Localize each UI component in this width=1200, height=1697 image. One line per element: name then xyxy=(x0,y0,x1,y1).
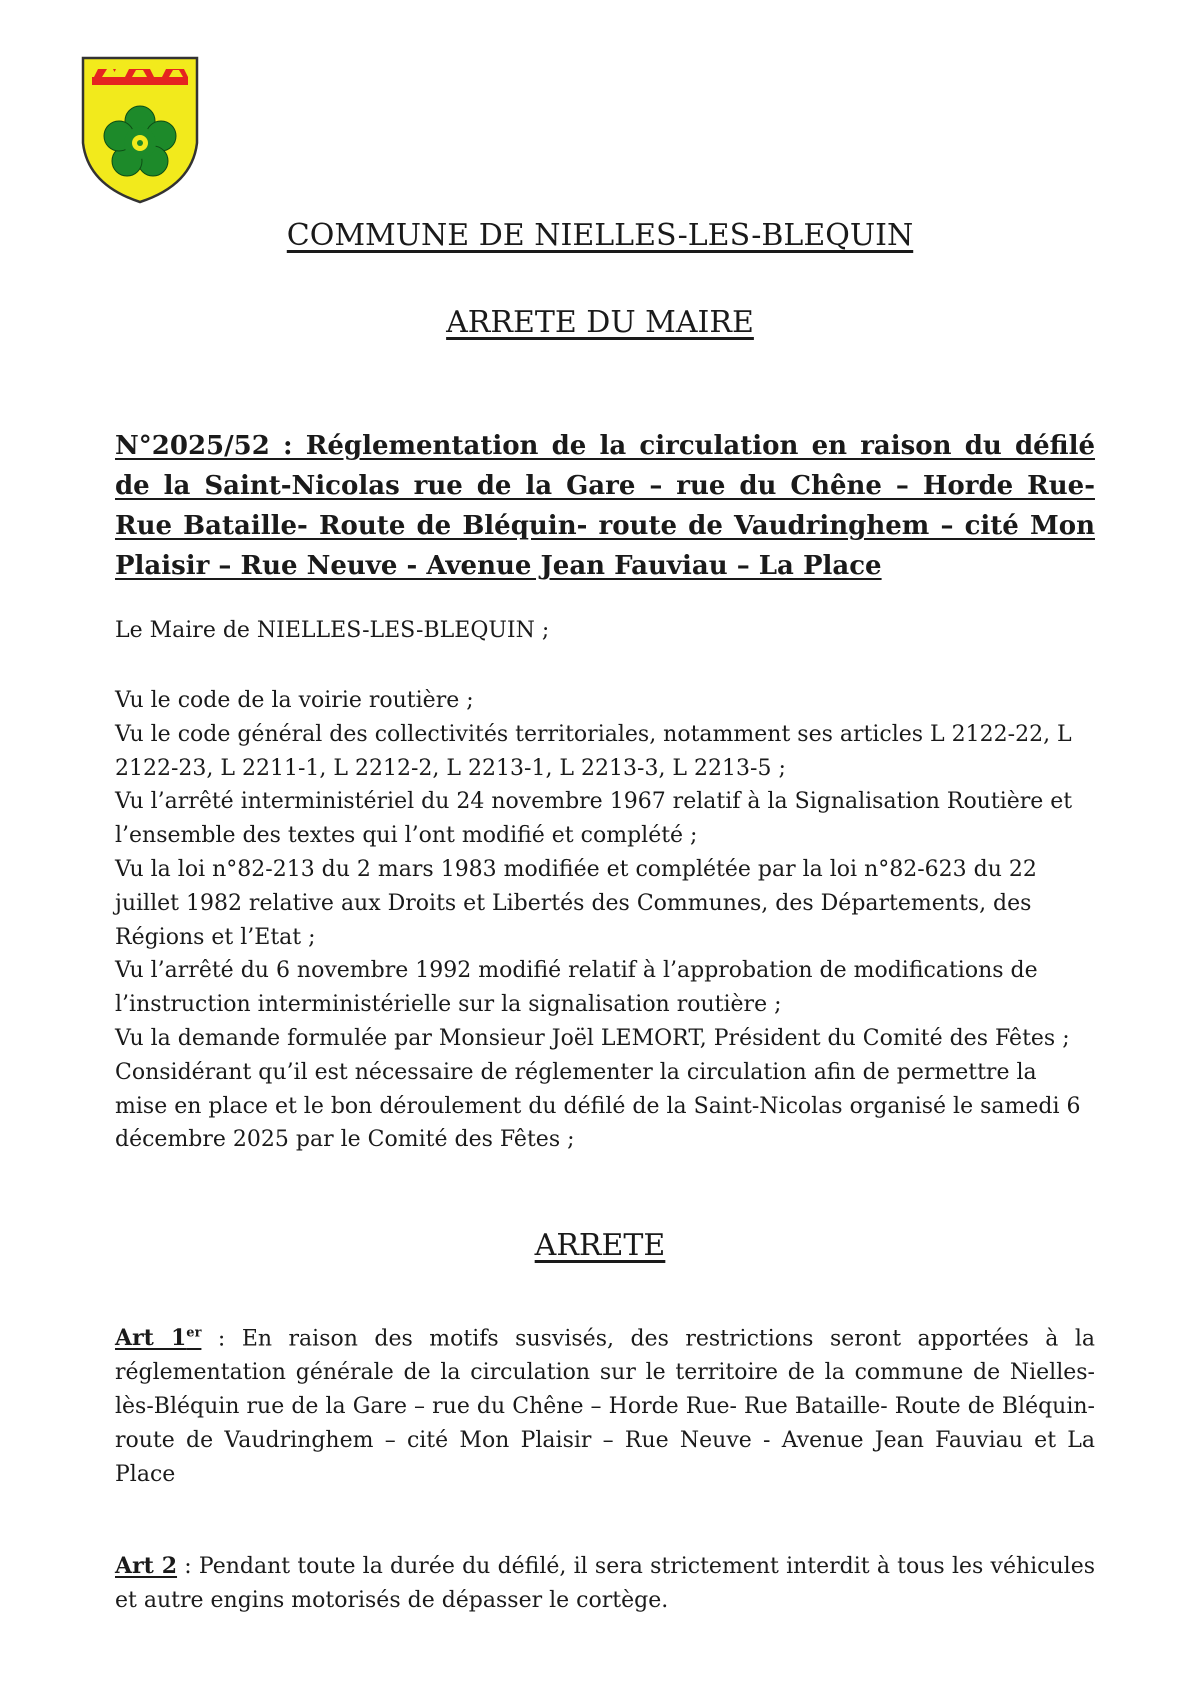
commune-title: COMMUNE DE NIELLES-LES-BLEQUIN xyxy=(286,218,914,253)
article-label: Art 2 xyxy=(115,1553,178,1579)
article-separator: : xyxy=(201,1326,242,1352)
considerant-item: Vu le code de la voirie routière ; xyxy=(115,688,474,713)
article-text: Pendant toute la durée du défilé, il sera strictement interdit à tous les véhicules et autre engins motorisés de dépasser le cortège. xyxy=(115,1554,1095,1613)
commune-coat-of-arms xyxy=(80,55,200,205)
maire-intro: Le Maire de NIELLES-LES-BLEQUIN ; xyxy=(115,618,550,643)
arrete-subject: N°2025/52 : Réglementation de la circulation en raison du défilé de la Saint-Nicolas rue de la Gare – rue du Chêne – Horde Rue- Rue Bataille- Route de Bléquin- route de Vaudringhem – cité Mon Plaisir – Rue Neuve - Avenue Jean Fauviau – La Place xyxy=(115,431,1095,581)
considerant-item: Vu le code général des collectivités territoriales, notamment ses articles L 2122-22, L 2122-23, L 2211-1, L 2212-2, L 2213-1, L 2213-3, L 2213-5 ; xyxy=(115,721,1072,781)
arrete-heading: ARRETE xyxy=(534,1228,666,1263)
article-1 xyxy=(115,1317,1095,1492)
article-2 xyxy=(115,1549,1095,1618)
considerant-item: Vu la loi n°82-213 du 2 mars 1983 modifiée et complétée par la loi n°82-623 du 22 juillet 1982 relative aux Droits et Libertés des Communes, des Départements, des Régions et l’Etat ; xyxy=(115,856,1037,950)
considerant-item: Considérant qu’il est nécessaire de réglementer la circulation afin de permettre la mise en place et le bon déroulement du défilé de la Saint-Nicolas organisé le samedi 6 décembre 2025 par le Comité des Fêtes ; xyxy=(115,1059,1081,1153)
arrete-maire-title: ARRETE DU MAIRE xyxy=(446,305,754,340)
article-separator: : xyxy=(177,1554,199,1579)
article-label: Art 1er xyxy=(115,1325,202,1352)
considerant-item: Vu la demande formulée par Monsieur Joël LEMORT, Président du Comité des Fêtes ; xyxy=(115,1025,1070,1051)
considerants-list xyxy=(115,684,1095,1157)
considerant-item: Vu l’arrêté du 6 novembre 1992 modifié relatif à l’approbation de modifications de l’instruction interministérielle sur la signalisation routière ; xyxy=(115,958,1038,1018)
chief-red-crenels xyxy=(92,69,188,85)
considerant-item: Vu l’arrêté interministériel du 24 novembre 1967 relatif à la Signalisation Routière et l’ensemble des textes qui l’ont modifié et complété ; xyxy=(115,789,1073,849)
article-text: En raison des motifs susvisés, des restrictions seront apportées à la réglementation générale de la circulation sur le territoire de la commune de Nielles-lès-Bléquin rue de la Gare – rue du Chêne – Horde Rue- Rue Bataille- Route de Bléquin- route de Vaudringhem – cité Mon Plaisir – Rue Neuve - Avenue Jean Fauviau et La Place xyxy=(115,1326,1095,1488)
